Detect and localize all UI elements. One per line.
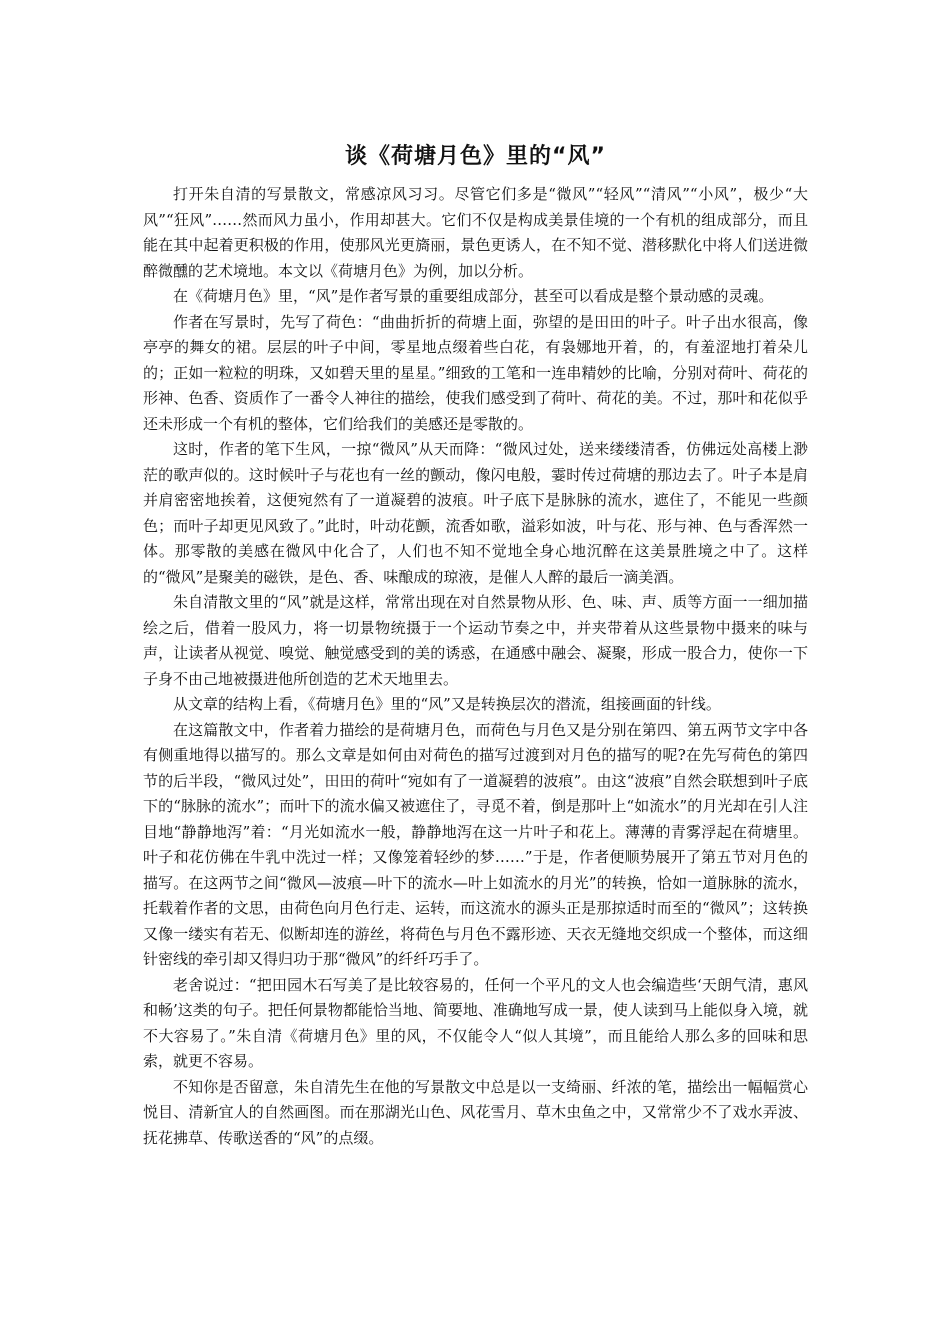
paragraph-conclusion: 不知你是否留意，朱自清先生在他的写景散文中总是以一支绮丽、纤浓的笔，描绘出一幅幅赏心悦目、清新宜人的自然画图。而在那湖光山色、风花雪月、草木虫鱼之中，又常常少不了戏水弄波、抚花拂草、传歌送香的“风”的点缀。	[143, 1077, 808, 1147]
paragraph-laoshe-quote: 老舍说过：“把田园木石写美了是比较容易的，任何一个平凡的文人也会编造些‘天朗气清，惠风和畅’这类的句子。把任何景物都能恰当地、简要地、准确地写成一景，使人读到马上能似身入境，就不大容易了。”朱自清《荷塘月色》里的风，不仅能令人“似人其境”，而且能给人那么多的回味和思索，就更不容易。	[143, 975, 808, 1070]
paragraph-wind-style: 朱自清散文里的“风”就是这样，常常出现在对自然景物从形、色、味、声、质等方面一一细加描绘之后，借着一股风力，将一切景物统摄于一个运动节奏之中，并夹带着从这些景物中摄来的味与声，让读者从视觉、嗅觉、触觉感受到的美的诱惑，在通感中融会、凝聚，形成一股合力，使你一下子身不由己地被摄进他所创造的艺术天地里去。	[143, 593, 808, 688]
paragraph-lotus-color: 作者在写景时，先写了荷色：“曲曲折折的荷塘上面，弥望的是田田的叶子。叶子出水很高，像亭亭的舞女的裙。层层的叶子中间，零星地点缀着些白花，有袅娜地开着，的，有羞涩地打着朵儿的；正如一粒粒的明珠，又如碧天里的星星。”细致的工笔和一连串精妙的比喻，分别对荷叶、荷花的形神、色香、资质作了一番令人神往的描绘，使我们感受到了荷叶、荷花的美。不过，那叶和花似乎还未形成一个有机的整体，它们给我们的美感还是零散的。	[143, 312, 808, 433]
paragraph-structure: 从文章的结构上看，《荷塘月色》里的“风”又是转换层次的潜流，组接画面的针线。	[173, 695, 721, 713]
paragraph-intro: 打开朱自清的写景散文，常感凉风习习。尽管它们多是“微风”“轻风”“清风”“小风”，极少“大风”“狂风”……然而风力虽小，作用却甚大。它们不仅是构成美景佳境的一个有机的组成部分，而且能在其中起着更积极的作用，使那风光更旖丽，景色更诱人，在不知不觉、潜移默化中将人们送进微醉微醺的艺术境地。本文以《荷塘月色》为例，加以分析。	[143, 185, 808, 280]
document-page	[143, 140, 808, 1151]
paragraph-breeze: 这时，作者的笔下生风，一掠“微风”从天而降：“微风过处，送来缕缕清香，仿佛远处高楼上渺茫的歌声似的。这时候叶子与花也有一丝的颤动，像闪电般，霎时传过荷塘的那边去了。叶子本是肩并肩密密地挨着，这便宛然有了一道凝碧的波痕。叶子底下是脉脉的流水，遮住了，不能见一些颜色；而叶子却更见风致了。”此时，叶动花颤，流香如歌，溢彩如波，叶与花、形与神、色与香浑然一体。那零散的美感在微风中化合了，人们也不知不觉地全身心地沉醉在这美景胜境之中了。这样的“微风”是聚美的磁铁，是色、香、味酿成的琼液，是催人人醉的最后一滴美酒。	[143, 440, 808, 586]
paragraph-wind-soul: 在《荷塘月色》里，“风”是作者写景的重要组成部分，甚至可以看成是整个景动感的灵魂。	[173, 287, 774, 305]
paragraph-transition: 在这篇散文中，作者着力描绘的是荷塘月色，而荷色与月色又是分别在第四、第五两节文字中各有侧重地得以描写的。那么文章是如何由对荷色的描写过渡到对月色的描写的呢?在先写荷色的第四节的后半段，“微风过处”，田田的荷叶“宛如有了一道凝碧的波痕”。由这“波痕”自然会联想到叶子底下的“脉脉的流水”；而叶下的流水偏又被遮住了，寻觅不着，倒是那叶上“如流水”的月光却在引人注目地“静静地泻”着：“月光如流水一般，静静地泻在这一片叶子和花上。薄薄的青雾浮起在荷塘里。叶子和花仿佛在牛乳中洗过一样；又像笼着轻纱的梦……”于是，作者便顺势展开了第五节对月色的描写。在这两节之间“微风—波痕—叶下的流水—叶上如流水的月光”的转换，恰如一道脉脉的流水，托载着作者的文思，由荷色向月色行走、运转，而这流水的源头正是那掠适时而至的“微风”；这转换又像一缕实有若无、似断却连的游丝，将荷色与月色不露形迹、天衣无缝地交织成一个整体，而这细针密线的牵引却又得归功于那“微风”的纤纤巧手了。	[143, 720, 808, 968]
document-title: 谈《荷塘月色》里的“风”	[345, 144, 606, 169]
